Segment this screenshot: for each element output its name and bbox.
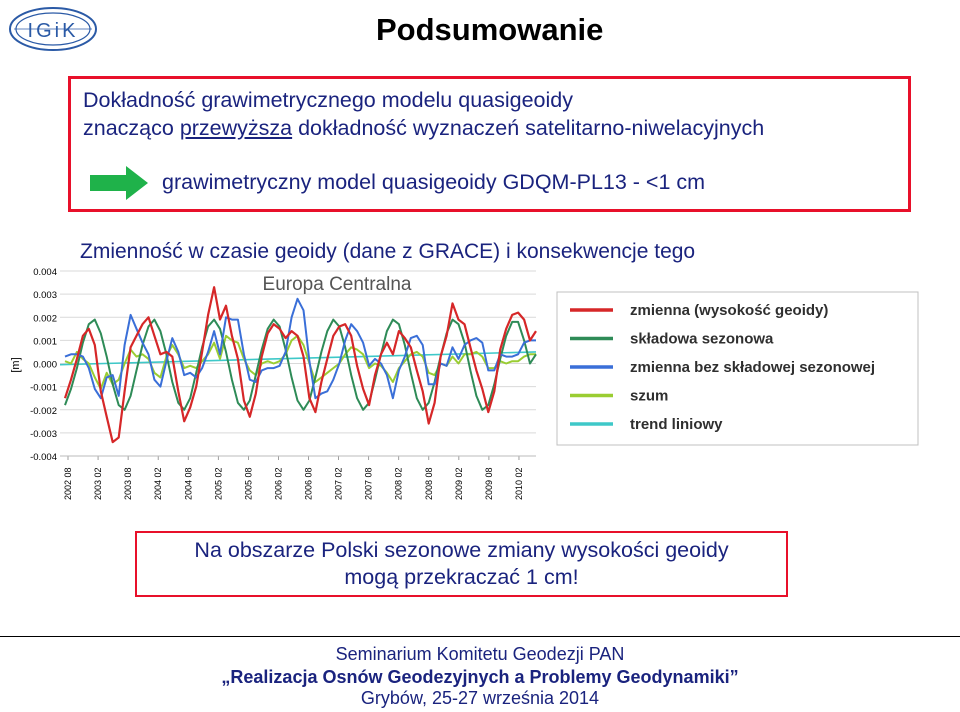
footer-conference-title: „Realizacja Osnów Geodezyjnych a Problemy Geodynamiki” [221,667,739,687]
legend-label-variable: zmienna (wysokość geoidy) [630,302,829,319]
y-tick-label: 0.003 [33,290,57,302]
footer-seminar: Seminarium Komitetu Geodezji PAN [335,644,625,664]
conclusion-line-1: Na obszarze Polski sezonowe zmiany wysokości geoidy [194,538,729,562]
y-tick-label: -0.003 [30,428,57,440]
x-tick-label: 2005 02 [213,467,224,500]
x-tick-labels [63,467,524,500]
logo-text: IGiK [27,20,79,42]
geoid-chart [0,258,960,508]
x-tick-label: 2008 08 [423,467,434,500]
x-tick-label: 2003 08 [123,467,134,500]
x-tick-label: 2004 08 [183,467,194,500]
y-axis-label: [m] [10,357,22,373]
igik-logo [8,6,98,52]
x-tick-label: 2006 08 [303,467,314,500]
legend-label-noise: szum [630,387,669,405]
chart-title: Europa Centralna [262,274,412,295]
legend-label-seasonal: składowa sezonowa [630,330,774,348]
summary-underlined-word: przewyższa [179,116,293,140]
x-tick-label: 2005 08 [243,467,254,500]
footer-divider [0,636,960,637]
page-title: Podsumowanie [376,12,604,47]
legend-label-deseasonal: zmienna bez składowej sezonowej [630,359,876,376]
x-tick-label: 2003 02 [93,467,104,500]
y-tick-label: -0.001 [30,382,57,394]
grace-section-title: Zmienność w czasie geoidy (dane z GRACE) i konsekwencje tego [80,240,696,263]
summary-line-2-prefix: znacząco [83,116,180,140]
x-tick-label: 2002 08 [63,467,73,500]
x-tick-label: 2009 02 [453,467,464,500]
y-tick-label: 0.002 [33,313,57,325]
summary-line-3: grawimetryczny model quasigeoidy GDQM-PL13 - <1 cm [162,170,706,194]
x-tick-label: 2010 02 [513,467,524,500]
footer-place-date: Grybów, 25-27 września 2014 [360,688,600,708]
x-tick-label: 2007 08 [363,467,374,500]
series-line-seasonal [65,320,536,410]
summary-box [68,76,911,212]
x-tick-label: 2009 08 [483,467,494,500]
y-tick-label: -0.004 [30,452,57,463]
y-tick-labels [30,267,57,463]
legend-label-trend: trend liniowy [630,416,723,433]
y-tick-label: 0.001 [33,336,57,348]
summary-line-1: Dokładność grawimetrycznego modelu quasigeoidy [83,88,573,112]
y-tick-label: -0.002 [30,405,57,417]
summary-line-2-suffix: dokładność wyznaczeń satelitarno-niwelacyjnych [292,116,765,140]
x-tick-label: 2007 02 [333,467,344,500]
x-tick-label: 2008 02 [393,467,404,500]
conclusion-box [135,531,788,597]
chart-series [60,287,536,442]
chart-legend [557,292,918,445]
series-line-variable [65,287,536,442]
y-tick-label: 0.000 [33,359,57,371]
x-tick-label: 2004 02 [153,467,164,500]
summary-line-2 [83,116,764,141]
y-tick-label: 0.004 [33,267,57,278]
right-arrow-icon [90,166,148,200]
x-tick-label: 2006 02 [273,467,284,500]
conclusion-line-2: mogą przekraczać 1 cm! [344,565,579,589]
